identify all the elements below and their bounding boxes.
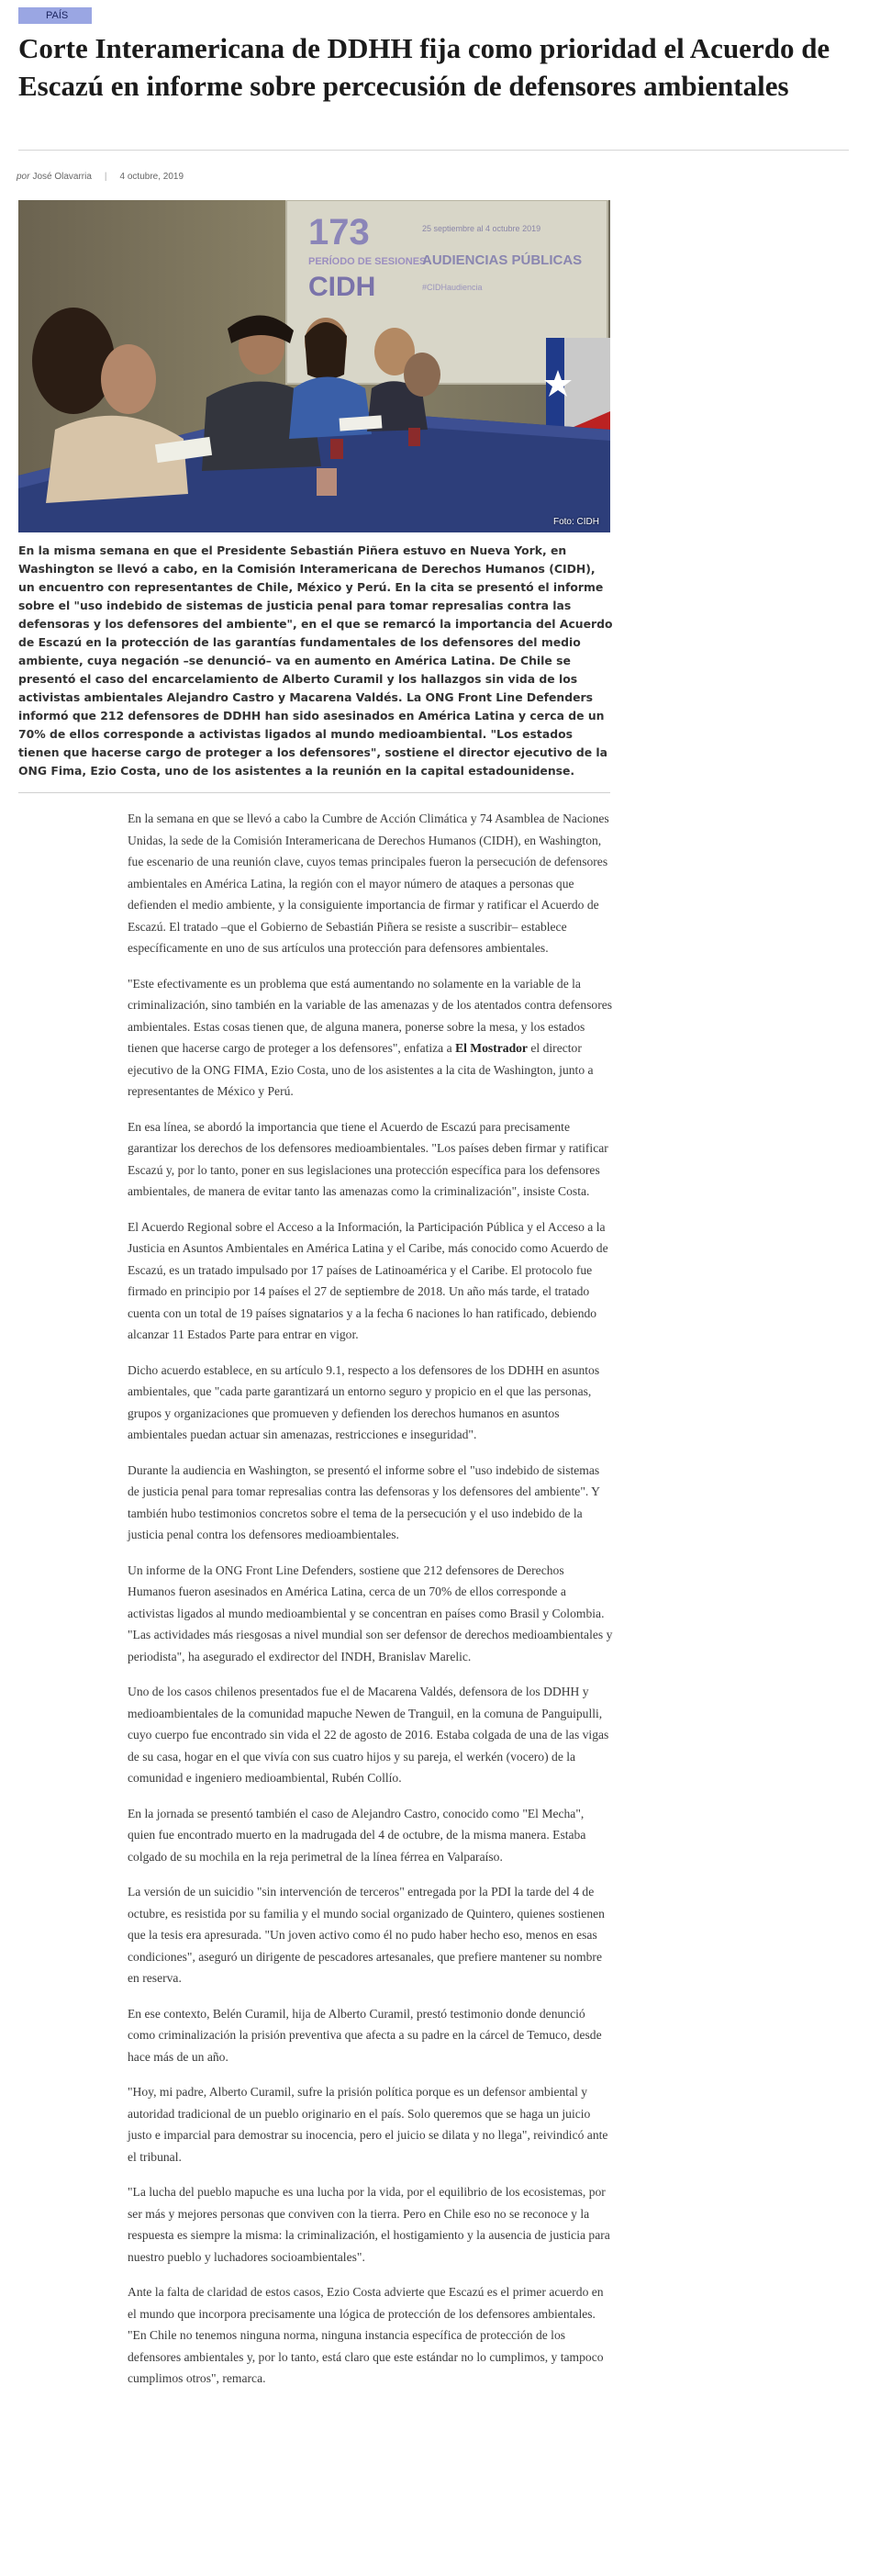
outlet-name: El Mostrador [455,1041,528,1055]
paragraph-text: "Este efectivamente es un problema que está aumentando no solamente en la variable de la criminalización, sino también en la variable de las amenazas y de los atentados contra defensores ambientales. Estas cosas tienen que, de alguna manera, ponerse sobre la mesa, y los estados tienen que hacerse cargo de proteger a los defensores", enfatiza a [128,976,613,1055]
body-paragraph: En esa línea, se abordó la importancia que tiene el Acuerdo de Escazú para precisamente garantizar los derechos de los defensores medioambientales. "Los países deben firmar y ratificar Escazú y, por lo tanto, poner en sus legislaciones una protección específica para los defensores ambientales, de manera de evitar tanto las amenazas como la criminalización", insiste Costa. [128,1119,608,1198]
title-divider [18,150,849,151]
body-paragraph: Dicho acuerdo establece, en su artículo 9.1, respecto a los defensores de los DDHH en asuntos ambientales, que "cada parte garantizará un entorno seguro y propicio en el que las personas, grupos y organizaciones que promueven y defienden los derechos humanos en asuntos ambientales puedan actuar sin amenazas, restricciones e inseguridad". [128,1362,600,1441]
screen-number: 173 [308,212,370,252]
article-body [128,808,614,2403]
body-paragraph [128,973,614,1103]
byline [17,169,184,184]
byline-separator: | [104,171,107,182]
lead-divider [18,792,610,793]
body-paragraph: En ese contexto, Belén Curamil, hija de Alberto Curamil, prestó testimonio donde denunció como criminalización la prisión preventiva que afecta a su padre en la cárcel de Temuco, desde hace más de un año. [128,2006,602,2064]
photo-credit: Foto: CIDH [552,517,599,527]
section-tag[interactable]: PAÍS [18,7,92,24]
screen-date: 25 septiembre al 4 octubre 2019 [422,224,541,233]
body-paragraph: En la semana en que se llevó a cabo la Cumbre de Acción Climática y 74 Asamblea de Naciones Unidas, la sede de la Comisión Interamericana de Derechos Humanos (CIDH), en Washington, fue escenario de una reunión clave, cuyos temas principales fueron la persecución de defensores ambientales en América Latina, la región con el mayor número de ataques a personas que defienden el medio ambiente, y la consiguiente importancia de firmar y ratificar el Acuerdo de Escazú. El tratado –que el Gobierno de Sebastián Piñera se resiste a suscribir– establece específicamente en uno de sus artículos una protección para defensores ambientales. [128,812,609,955]
body-paragraph: La versión de un suicidio "sin intervención de terceros" entregada por la PDI la tarde del 4 de octubre, es resistida por su familia y el mundo social organizado de Quintero, quienes sostienen que la tesis era apresurada. "Un joven activo como él no pudo haber hecho eso, menos en esas condiciones", aseguró un dirigente de pescadores artesanales, que prefiere mantener su nombre en reserva. [128,1885,605,1985]
screen-period: PERÍODO DE SESIONES [308,256,427,267]
body-paragraph: "Hoy, mi padre, Alberto Curamil, sufre la prisión política porque es un defensor ambiental y autoridad tradicional de un pueblo originario en el país. Solo queremos que se haga un juicio justo e imparcial para demostrar su inocencia, pero el juicio se dilata y no llega", reivindicó ante el tribunal. [128,2085,608,2164]
body-paragraph: Un informe de la ONG Front Line Defenders, sostiene que 212 defensores de Derechos Humanos fueron asesinados en América Latina, cerca de un 70% de ellos corresponde a activistas ligados al mundo medioambiental y se concentran en países como Brasil y Colombia. "Las actividades más riesgosas a nivel mundial son ser defensor de derechos medioambientales y periodista", ha asegurado el exdirector del INDH, Branislav Marelic. [128,1562,613,1663]
body-paragraph: Uno de los casos chilenos presentados fue el de Macarena Valdés, defensora de los DDHH y medioambientales de la comunidad mapuche Newen de Tranguil, en la comuna de Panguipulli, cuyo cuerpo fue encontrado sin vida el 22 de agosto de 2016. Estaba colgada de una de las vigas de su casa, hogar en el que vivía con sus cuatro hijos y su pareja, el werkén (vocero) de la comunidad e ingeniero medioambiental, Rubén Collío. [128,1685,609,1785]
photo-illustration [18,200,610,532]
publish-date: 4 octubre, 2019 [119,171,184,182]
article-lead: En la misma semana en que el Presidente Sebastián Piñera estuvo en Nueva York, en Washington se llevó a cabo, en la Comisión Interamericana de Derechos Humanos (CIDH), un encuentro con representantes de Chile, México y Perú. En la cita se presentó el informe sobre el "uso indebido de sistemas de justicia penal para tomar represalias contra las defensoras y los defensores del ambiente", en el que se remarcó la importancia del Acuerdo de Escazú en la protección de las garantías fundamentales de los defensores del medio ambiente, cuya negación –se denunció– va en aumento en América Latina. De Chile se presentó el caso del encarcelamiento de Alberto Curamil y los hallazgos sin vida de los activistas ambientales Alejandro Castro y Macarena Valdés. La ONG Front Line Defenders informó que 212 defensores de DDHH han sido asesinados en América Latina y cerca de un 70% de ellos corresponde a activistas ligados al mundo medioambiental. "Los estados tienen que hacerse cargo de proteger a los defensores", sostiene el director ejecutivo de la ONG Fima, Ezio Costa, uno de los asistentes a la reunión en la capital estadounidense. [18,543,613,778]
body-paragraph: El Acuerdo Regional sobre el Acceso a la Información, la Participación Pública y el Acceso a la Justicia en Asuntos Ambientales en América Latina y el Caribe, más conocido como Acuerdo de Escazú, es un tratado impulsado por 17 países de Latinoamérica y el Caribe. El protocolo fue firmado en principio por 14 países el 27 de septiembre de 2018. Un año más tarde, el tratado cuenta con un total de 19 países signatarios y a la fecha 6 naciones lo han ratificado, debiendo alcanzar 11 Estados Parte para entrar en vigor. [128,1219,608,1341]
body-paragraph: Ante la falta de claridad de estos casos, Ezio Costa advierte que Escazú es el primer acuerdo en el mundo que incorpora precisamente una lógica de protección de los defensores ambientales. "En Chile no tenemos ninguna norma, ninguna instancia específica de protección de los defensores ambientales y, por lo tanto, está claro que este estándar no lo cumplimos, y tampoco cumplimos otros", remarca. [128,2285,604,2385]
article-photo [18,200,610,532]
screen-heading: AUDIENCIAS PÚBLICAS [422,252,583,268]
body-paragraph: En la jornada se presentó también el caso de Alejandro Castro, conocido como "El Mecha", quien fue encontrado muerto en la madrugada del 4 de octubre, de la misma manera. Estaba colgado de su mochila en la reja perimetral de la línea férrea en Valparaíso. [128,1806,586,1864]
screen-hashtag: #CIDHaudiencia [422,283,483,292]
body-paragraph: "La lucha del pueblo mapuche es una lucha por la vida, por el equilibrio de los ecosistemas, por ser más y mejores personas que conviven con la tierra. Pero en Chile eso no se reconoce y la respuesta es siempre la misma: la criminalización, el hostigamiento y la ausencia de justicia para nuestro pueblo y luchadores socioambientales". [128,2185,610,2264]
screen-org: CIDH [308,272,376,302]
article-title: Corte Interamericana de DDHH fija como prioridad el Acuerdo de Escazú en informe sobre percecusión de defensores ambientales [18,32,830,102]
byline-prefix: por [17,171,30,182]
paragraph-text: el director ejecutivo de la ONG FIMA, Ezio Costa, uno de los asistentes a la cita de Washington, junto a representantes de México y Perú. [128,1041,594,1098]
body-paragraph: Durante la audiencia en Washington, se presentó el informe sobre el "uso indebido de sistemas de justicia penal para tomar represalias contra las defensoras y los defensores del ambiente". Y también hubo testimonios concretos sobre el tema de la persecución y el uso indebido de la justicia penal contra los defensores medioambientales. [128,1462,600,1541]
author-link[interactable]: José Olavarria [32,171,92,182]
